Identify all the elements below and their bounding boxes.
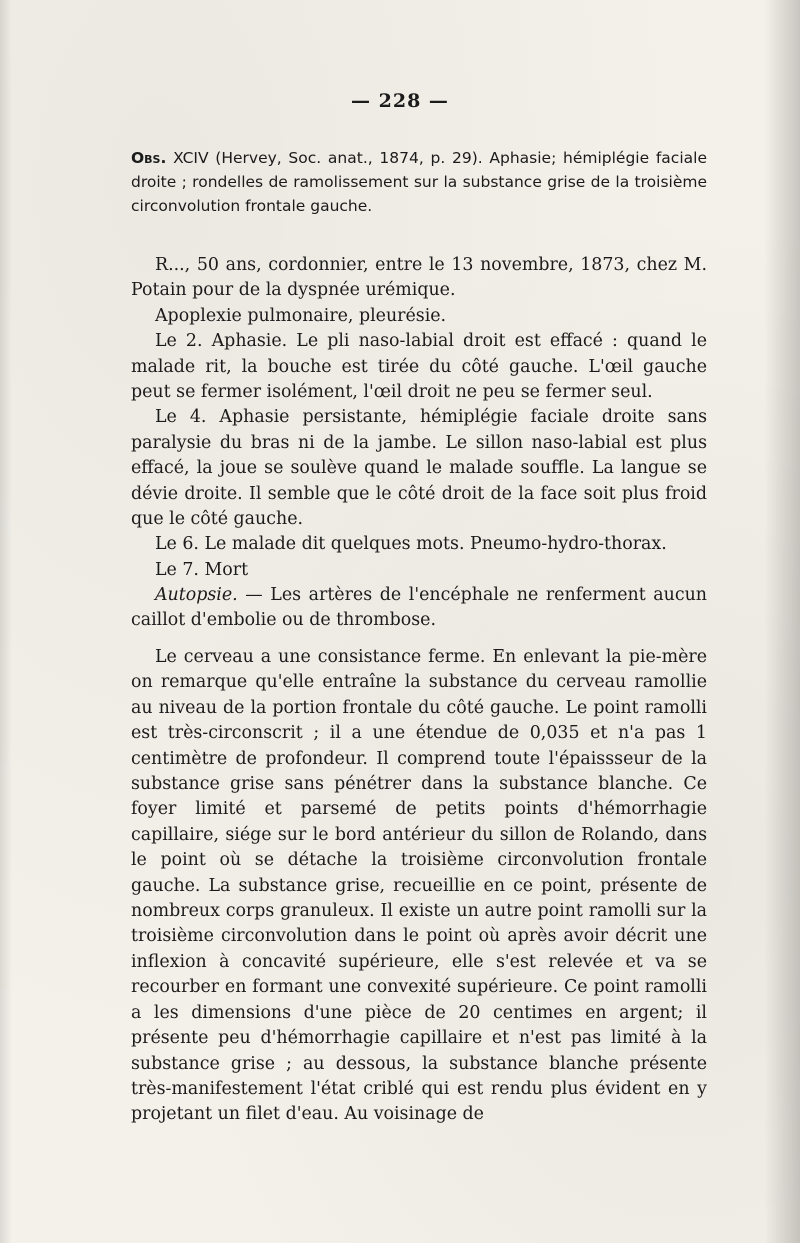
page-gutter-shadow <box>0 0 12 1243</box>
page-number: — 228 — <box>351 90 449 112</box>
autopsy-label: Autopsie. <box>155 585 238 605</box>
observation-header <box>131 146 707 218</box>
paragraph-autopsy <box>131 583 707 634</box>
page-edge-shadow <box>764 0 800 1243</box>
autopsy-text: — Les artères de l'encéphale ne renferment aucun caillot d'embolie ou de thrombose. <box>131 585 707 631</box>
paragraph-brain-description: Le cerveau a une consistance ferme. En enlevant la pie-mère on remarque qu'elle entraîne la substance du cerveau ramollie au niveau de la portion frontale du côté gauche. Le point ramolli est très-circonscrit ; il a une étendue de 0,035 et n'a pas 1 centimètre de profondeur. Il comprend toute l'épaissseur de la substance grise sans pénétrer dans la substance blanche. Ce foyer limité et parsemé de petits points d'hémorrhagie capillaire, siége sur le bord antérieur du sillon de Rolando, dans le point où se détache la troisième circonvolution frontale gauche. La substance grise, recueillie en ce point, présente de nombreux corps granuleux. Il existe un autre point ramolli sur la troisième circonvolution dans le point où après avoir décrit une inflexion à concavité supérieure, elle s'est relevée et va se recourber en formant une convexité supérieure. Ce point ramolli a les dimensions d'une pièce de 20 centimes en argent; il présente peu d'hémorrhagie capillaire et n'est pas limité à la substance grise ; au dessous, la substance blanche présente très-manifestement l'état criblé qui est rendu plus évident en y projetant un filet d'eau. Au voisinage de <box>131 647 707 1125</box>
brain-findings <box>131 645 707 1128</box>
observation-label: Obs. <box>131 149 167 167</box>
paragraph-day-7: Le 7. Mort <box>155 559 249 580</box>
paragraph-day-4: Le 4. Aphasie persistante, hémiplégie faciale droite sans paralysie du bras ni de la jambe. Le sillon naso-labial est plus effacé, la joue se soulève quand le malade souffle. La langue se dévie droite. Il semble que le côté droit de la face soit plus froid que le côté gauche. <box>131 407 707 530</box>
observation-text: XCIV (Hervey, Soc. anat., 1874, p. 29). Aphasie; hémiplégie faciale droite ; rondelles de ramolissement sur la substance grise de la troisième circonvolution frontale gauche. <box>131 149 707 215</box>
autopsy-section <box>131 583 707 634</box>
paragraph-day-2: Le 2. Aphasie. Le pli naso-labial droit est effacé : quand le malade rit, la bouche est tirée du côté gauche. L'œil gauche peut se fermer isolément, l'œil droit ne peu se fermer seul. <box>131 331 707 403</box>
paragraph-diagnosis: Apoplexie pulmonaire, pleurésie. <box>155 305 447 326</box>
paragraph-day-6: Le 6. Le malade dit quelques mots. Pneumo-hydro-thorax. <box>155 534 667 555</box>
clinical-history <box>131 253 707 583</box>
paragraph-patient-intro: R..., 50 ans, cordonnier, entre le 13 novembre, 1873, chez M. Potain pour de la dyspnée urémique. <box>131 255 707 301</box>
